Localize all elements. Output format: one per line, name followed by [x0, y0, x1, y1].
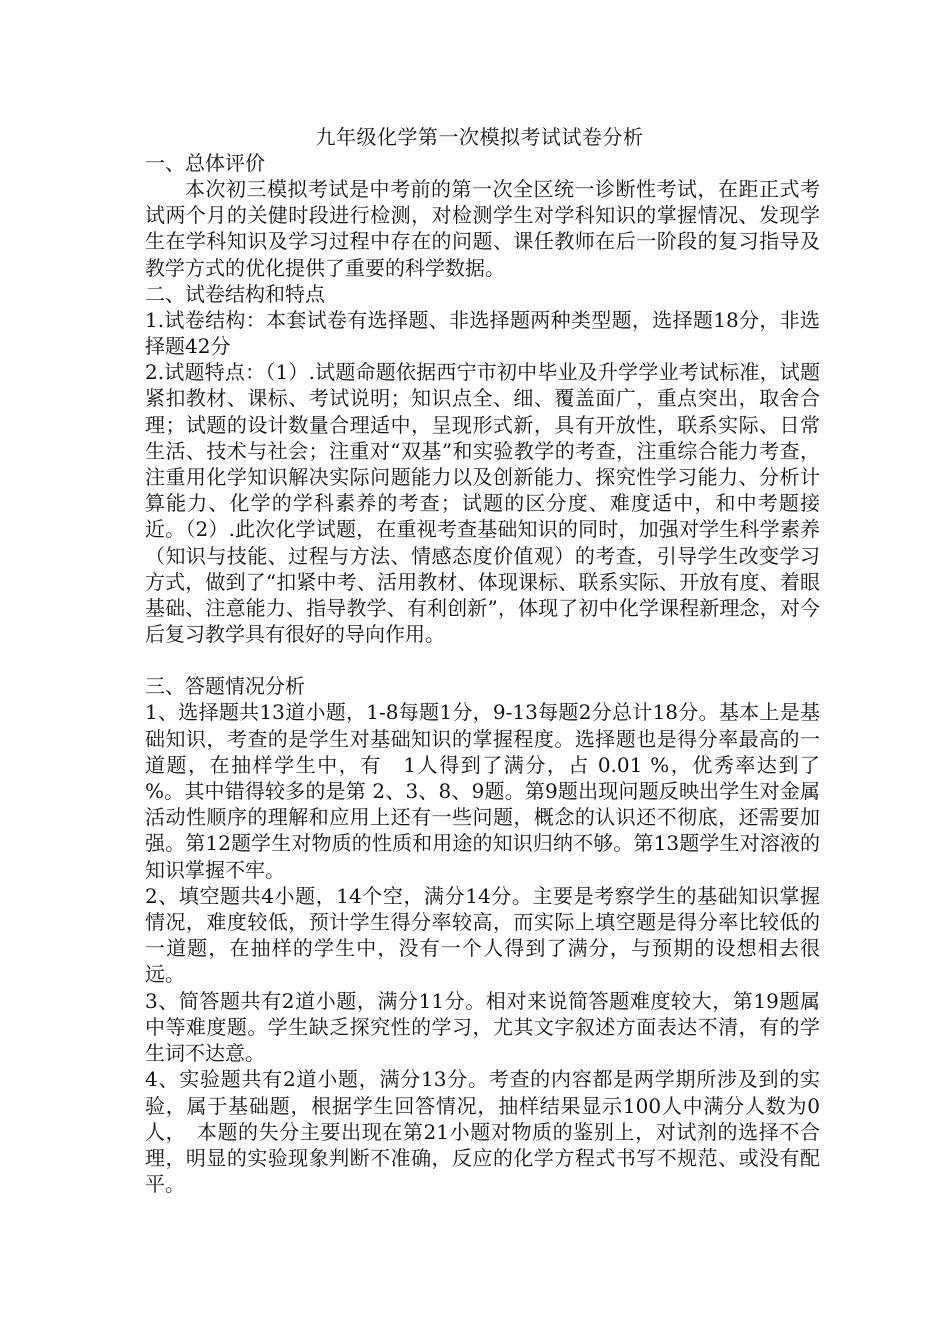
page-title: 九年级化学第一次模拟考试试卷分析 [315, 125, 644, 149]
paragraph-multiple-choice: 1、选择题共13道小题，1-8每题1分，9-13每题2分总计18分。基本上是基础知识，考查的是学生对基础知识的掌握程度。选择题也是得分率最高的一道题，在抽样学生中，有 1人得到了满分，占 0.01 %，优秀率达到了 %。其中错得较多的是第 2、3、8、9题。第9题出现问题反映出学生对金属活动性顺序的理解和应用上还有一些问题，概念的认识还不彻底，还需要加强。第12题学生对物质的性质和用途的知识归纳不够。第13题学生对溶液的知识掌握不牢。 [145, 700, 860, 882]
section-spacer [145, 647, 820, 673]
paragraph-short-answer: 3、简答题共有2道小题，满分11分。相对来说简答题难度较大，第19题属中等难度题。学生缺乏探究性的学习，尤其文字叙述方面表达不清，有的学生词不达意。 [145, 988, 820, 1066]
paragraph-paper-structure: 1.试卷结构：本套试卷有选择题、非选择题两种类型题，选择题18分，非选择题42分 [145, 307, 820, 359]
document-body [145, 124, 860, 1197]
section-heading-structure: 二、试卷结构和特点 [145, 281, 325, 306]
paragraph-question-features: 2.试题特点：（1）.试题命题依据西宁市初中毕业及升学学业考试标准，试题紧扣教材、课标、考试说明；知识点全、细、覆盖面广，重点突出，取舍合理；试题的设计数量合理适中，呈现形式新，具有开放性，联系实际、日常生活、技术与社会；注重对“双基”和实验教学的考查，注重综合能力考查，注重用化学知识解决实际问题能力以及创新能力、探究性学习能力、分析计算能力、化学的学科素养的考查；试题的区分度、难度适中，和中考题接近。（2）.此次化学试题，在重视考查基础知识的同时，加强对学生科学素养（知识与技能、过程与方法、情感态度价值观）的考查，引导学生改变学习方式，做到了“扣紧中考、活用教材、体现课标、联系实际、开放有度、着眼基础、注意能力、指导教学、有利创新”，体现了初中化学课程新理念，对今后复习教学具有很好的导向作用。 [145, 360, 820, 647]
paragraph-experiment: 4、实验题共有2道小题，满分13分。考查的内容都是两学期所涉及到的实验，属于基础题，根据学生回答情况，抽样结果显示100人中满分人数为0人， 本题的失分主要出现在第21小题对物质的鉴别上，对试剂的选择不合理，明显的实验现象判断不准确，反应的化学方程式书写不规范、或没有配平。 [145, 1067, 820, 1197]
section-heading-overall: 一、总体评价 [145, 151, 265, 175]
paragraph-fill-in-blank: 2、填空题共4小题，14个空，满分14分。主要是考察学生的基础知识掌握情况，难度较低，预计学生得分率较高，而实际上填空题是得分率比较低的一道题，在抽样的学生中，没有一个人得到了满分，与预期的设想相去很远。 [145, 883, 820, 987]
paragraph-overall-evaluation: 本次初三模拟考试是中考前的第一次全区统一诊断性考试，在距正式考试两个月的关健时段进行检测，对检测学生对学科知识的掌握情况、发现学生在学科知识及学习过程中存在的问题、课任教师在后一阶段的复习指导及教学方式的优化提供了重要的科学数据。 [145, 177, 820, 280]
section-heading-analysis: 三、答题情况分析 [145, 674, 305, 699]
